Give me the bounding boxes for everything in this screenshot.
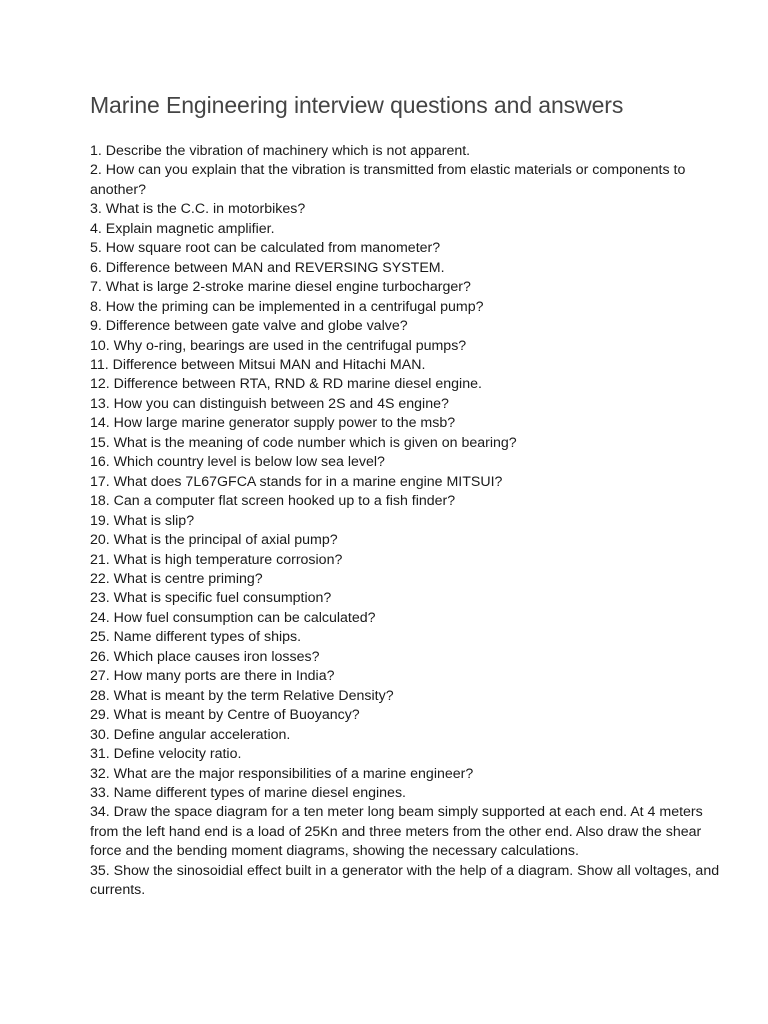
question-item: 27. How many ports are there in India?: [90, 668, 335, 685]
question-item: 30. Define angular acceleration.: [90, 726, 291, 743]
question-item: 11. Difference between Mitsui MAN and Hitachi MAN.: [90, 356, 426, 373]
question-item: 4. Explain magnetic amplifier.: [90, 220, 275, 237]
question-item: 6. Difference between MAN and REVERSING SYSTEM.: [90, 259, 445, 276]
question-item: 3. What is the C.C. in motorbikes?: [90, 201, 306, 218]
question-item: 16. Which country level is below low sea level?: [90, 454, 385, 471]
question-item: 31. Define velocity ratio.: [90, 746, 242, 763]
question-item: 23. What is specific fuel consumption?: [90, 590, 332, 607]
question-item: 34. Draw the space diagram for a ten meter long beam simply supported at each end. At 4 meters from the left hand end is a load of 25Kn and three meters from the other end. Also draw the shear force and the bending moment diagrams, showing the necessary calculations.: [90, 804, 703, 860]
question-item: 9. Difference between gate valve and globe valve?: [90, 318, 408, 335]
question-item: 28. What is meant by the term Relative Density?: [90, 687, 394, 704]
question-item: 5. How square root can be calculated from manometer?: [90, 240, 441, 257]
question-item: 10. Why o-ring, bearings are used in the centrifugal pumps?: [90, 337, 467, 354]
question-item: 14. How large marine generator supply power to the msb?: [90, 415, 456, 432]
question-item: 2. How can you explain that the vibration is transmitted from elastic materials or components to another?: [90, 162, 686, 198]
question-item: 21. What is high temperature corrosion?: [90, 551, 343, 568]
question-item: 33. Name different types of marine diesel engines.: [90, 784, 406, 801]
document-page: [90, 88, 730, 901]
question-item: 29. What is meant by Centre of Buoyancy?: [90, 707, 360, 724]
question-list: [90, 142, 730, 901]
question-item: 18. Can a computer flat screen hooked up to a fish finder?: [90, 493, 456, 510]
document-title: Marine Engineering interview questions and answers: [90, 92, 624, 118]
question-item: 25. Name different types of ships.: [90, 629, 302, 646]
question-item: 26. Which place causes iron losses?: [90, 648, 320, 665]
question-item: 22. What is centre priming?: [90, 570, 263, 587]
question-item: 15. What is the meaning of code number which is given on bearing?: [90, 434, 517, 451]
question-item: 17. What does 7L67GFCA stands for in a marine engine MITSUI?: [90, 473, 503, 490]
question-item: 7. What is large 2-stroke marine diesel engine turbocharger?: [90, 279, 471, 296]
question-item: 24. How fuel consumption can be calculated?: [90, 609, 376, 626]
question-item: 19. What is slip?: [90, 512, 195, 529]
question-item: 12. Difference between RTA, RND & RD marine diesel engine.: [90, 376, 482, 393]
question-item: 8. How the priming can be implemented in a centrifugal pump?: [90, 298, 484, 315]
question-item: 20. What is the principal of axial pump?: [90, 532, 338, 549]
question-item: 32. What are the major responsibilities of a marine engineer?: [90, 765, 474, 782]
question-item: 1. Describe the vibration of machinery which is not apparent.: [90, 143, 471, 159]
question-item: 35. Show the sinosoidial effect built in a generator with the help of a diagram. Show all voltages, and currents.: [90, 862, 720, 899]
question-item: 13. How you can distinguish between 2S and 4S engine?: [90, 395, 449, 412]
